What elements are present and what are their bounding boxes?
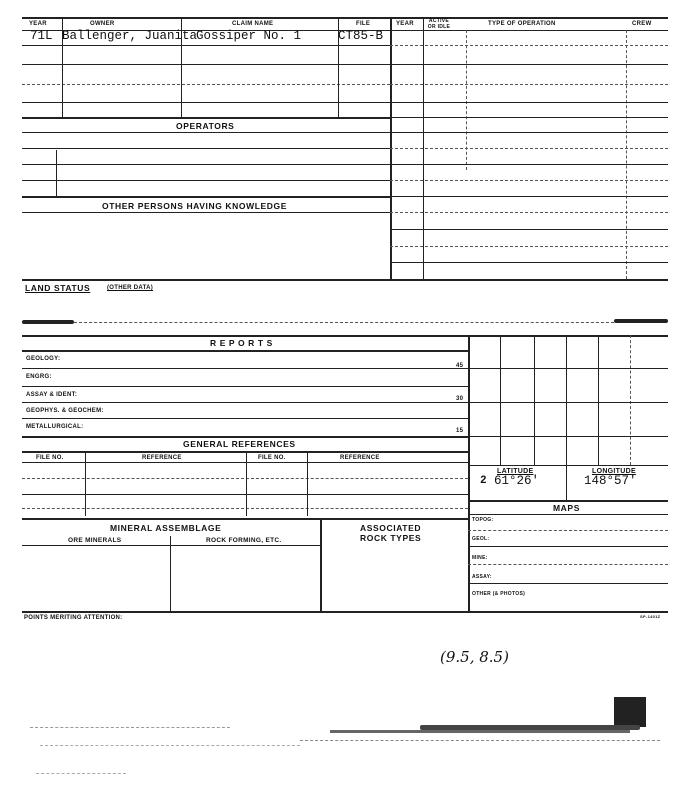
maps-other: OTHER (& PHOTOS) bbox=[472, 591, 526, 597]
row-line bbox=[468, 583, 668, 584]
scan-noise-line bbox=[300, 740, 660, 741]
row-line bbox=[390, 180, 668, 181]
general-references-heading: GENERAL REFERENCES bbox=[183, 439, 296, 449]
scan-noise-line bbox=[36, 773, 126, 774]
reports-top-rule bbox=[22, 335, 668, 337]
scan-noise-line bbox=[420, 725, 640, 730]
row-line bbox=[22, 148, 390, 149]
other-persons-top-rule bbox=[22, 196, 390, 198]
row-line bbox=[390, 164, 668, 165]
row-line bbox=[468, 368, 668, 369]
scan-noise-line bbox=[330, 730, 630, 733]
latitude-label: LATITUDE bbox=[497, 468, 534, 475]
entry-owner: Ballenger, Juanita bbox=[62, 29, 198, 43]
entry-claim-name: Gossiper No. 1 bbox=[196, 29, 302, 43]
land-status-heading: LAND STATUS bbox=[25, 283, 91, 293]
scan-noise-line bbox=[30, 727, 230, 728]
right-panel-divider bbox=[468, 335, 470, 611]
col-line bbox=[320, 518, 322, 611]
reports-heading: R E P O R T S bbox=[210, 338, 273, 348]
other-persons-heading: OTHER PERSONS HAVING KNOWLEDGE bbox=[102, 201, 288, 211]
row-line bbox=[22, 508, 468, 509]
row-line bbox=[468, 546, 668, 547]
col-line bbox=[598, 335, 599, 465]
row-line bbox=[22, 164, 390, 165]
report-label-metallurgical: METALLURGICAL: bbox=[26, 424, 84, 430]
row-line bbox=[468, 530, 668, 531]
reports-header-rule bbox=[22, 350, 468, 352]
col-line bbox=[56, 150, 57, 196]
operators-top-rule bbox=[22, 117, 390, 119]
row-line bbox=[390, 148, 668, 149]
row-line bbox=[468, 465, 668, 466]
col-line bbox=[500, 335, 501, 465]
mineral-top-rule bbox=[22, 518, 468, 520]
col-line bbox=[566, 335, 567, 500]
row-line bbox=[390, 45, 668, 46]
col-line bbox=[466, 30, 467, 170]
gr-reference-1: REFERENCE bbox=[142, 455, 182, 461]
gr-file-no-2: FILE NO. bbox=[258, 455, 286, 461]
general-references-top-rule bbox=[22, 436, 468, 438]
longitude-label: LONGITUDE bbox=[592, 468, 636, 475]
header-crew: CREW bbox=[632, 21, 652, 27]
row-line bbox=[390, 262, 668, 263]
land-status-line bbox=[74, 322, 614, 323]
maps-assay: ASSAY: bbox=[472, 574, 492, 580]
row-line bbox=[390, 102, 668, 103]
col-line bbox=[307, 451, 308, 516]
gr-file-no-1: FILE NO. bbox=[36, 455, 64, 461]
col-line bbox=[181, 17, 182, 117]
row-line bbox=[390, 196, 668, 197]
associated-heading: ASSOCIATED bbox=[360, 523, 422, 533]
report-num-assay: 30 bbox=[456, 396, 464, 402]
header-type-of-operation: TYPE OF OPERATION bbox=[488, 21, 556, 27]
general-references-header-rule bbox=[22, 451, 468, 453]
row-line bbox=[468, 514, 668, 515]
operators-heading: OPERATORS bbox=[176, 121, 235, 131]
points-meriting-attention: POINTS MERITING ATTENTION: bbox=[24, 615, 123, 621]
entry-file: CT85-B bbox=[338, 29, 384, 43]
rock-types-heading: ROCK TYPES bbox=[360, 533, 422, 543]
header-file: FILE bbox=[356, 21, 371, 27]
row-line bbox=[22, 418, 468, 419]
row-line bbox=[22, 64, 390, 65]
header-year: YEAR bbox=[29, 21, 47, 27]
row-line bbox=[22, 102, 390, 103]
row-line bbox=[22, 386, 468, 387]
mineral-bottom-rule bbox=[22, 611, 668, 613]
col-line bbox=[626, 30, 627, 279]
header-year-right: YEAR bbox=[396, 21, 414, 27]
row-line bbox=[22, 212, 390, 213]
header-top-rule bbox=[22, 17, 668, 19]
row-line bbox=[390, 246, 668, 247]
upper-block-bottom-rule bbox=[22, 279, 668, 281]
report-label-assay: ASSAY & IDENT: bbox=[26, 392, 78, 398]
entry-year: 71L bbox=[30, 29, 53, 43]
row-line bbox=[390, 64, 668, 65]
latitude-value: 61°26' bbox=[494, 474, 540, 488]
row-line bbox=[468, 436, 668, 437]
row-line bbox=[22, 478, 468, 479]
mineral-heading: MINERAL ASSEMBLAGE bbox=[110, 523, 222, 533]
row-line bbox=[22, 84, 390, 85]
header-owner: OWNER bbox=[90, 21, 115, 27]
maps-geol: GEOL: bbox=[472, 536, 490, 542]
form-number: SP-1401Z bbox=[640, 614, 661, 619]
row-line bbox=[22, 494, 468, 495]
ore-minerals-heading: ORE MINERALS bbox=[68, 537, 122, 544]
header-active-idle: ACTIVE OR IDLE bbox=[427, 18, 451, 30]
mineral-header-rule bbox=[22, 545, 320, 546]
maps-topog: TOPOG: bbox=[472, 517, 494, 523]
col-line bbox=[534, 335, 535, 465]
col-line bbox=[85, 451, 86, 516]
row-line bbox=[390, 117, 668, 118]
col-line bbox=[246, 451, 247, 516]
header-claim-name: CLAIM NAME bbox=[232, 21, 274, 27]
row-line bbox=[390, 84, 668, 85]
latitude-prefix: 2 bbox=[480, 475, 487, 487]
row-line bbox=[22, 45, 390, 46]
report-num-metallurgical: 15 bbox=[456, 428, 464, 434]
report-label-geology: GEOLOGY: bbox=[26, 356, 61, 362]
scan-noise-line bbox=[40, 745, 300, 746]
row-line bbox=[22, 132, 390, 133]
row-line bbox=[22, 402, 468, 403]
maps-mine: MINE: bbox=[472, 555, 488, 561]
col-line bbox=[62, 17, 63, 117]
maps-heading: MAPS bbox=[553, 503, 580, 513]
report-label-geophys: GEOPHYS. & GEOCHEM: bbox=[26, 408, 104, 414]
maps-top-rule bbox=[468, 500, 668, 502]
row-line bbox=[390, 229, 668, 230]
scan-mark bbox=[614, 319, 668, 323]
scan-mark bbox=[614, 697, 646, 727]
row-line bbox=[22, 368, 468, 369]
row-line bbox=[468, 564, 668, 565]
row-line bbox=[390, 212, 668, 213]
gr-reference-2: REFERENCE bbox=[340, 455, 380, 461]
col-line bbox=[338, 17, 339, 117]
scan-mark bbox=[22, 320, 74, 324]
rock-forming-heading: ROCK FORMING, ETC. bbox=[206, 537, 282, 544]
land-status-subheading: (OTHER DATA) bbox=[107, 285, 154, 291]
report-num-geology: 45 bbox=[456, 363, 464, 369]
row-line bbox=[22, 462, 468, 463]
col-line bbox=[170, 536, 171, 611]
row-line bbox=[390, 132, 668, 133]
handwritten-note: (9.5, 8.5) bbox=[440, 648, 509, 666]
row-line bbox=[468, 402, 668, 403]
report-label-engrg: ENGRG: bbox=[26, 374, 52, 380]
longitude-value: 148°57' bbox=[584, 474, 637, 488]
col-line bbox=[630, 335, 631, 465]
row-line bbox=[22, 180, 390, 181]
